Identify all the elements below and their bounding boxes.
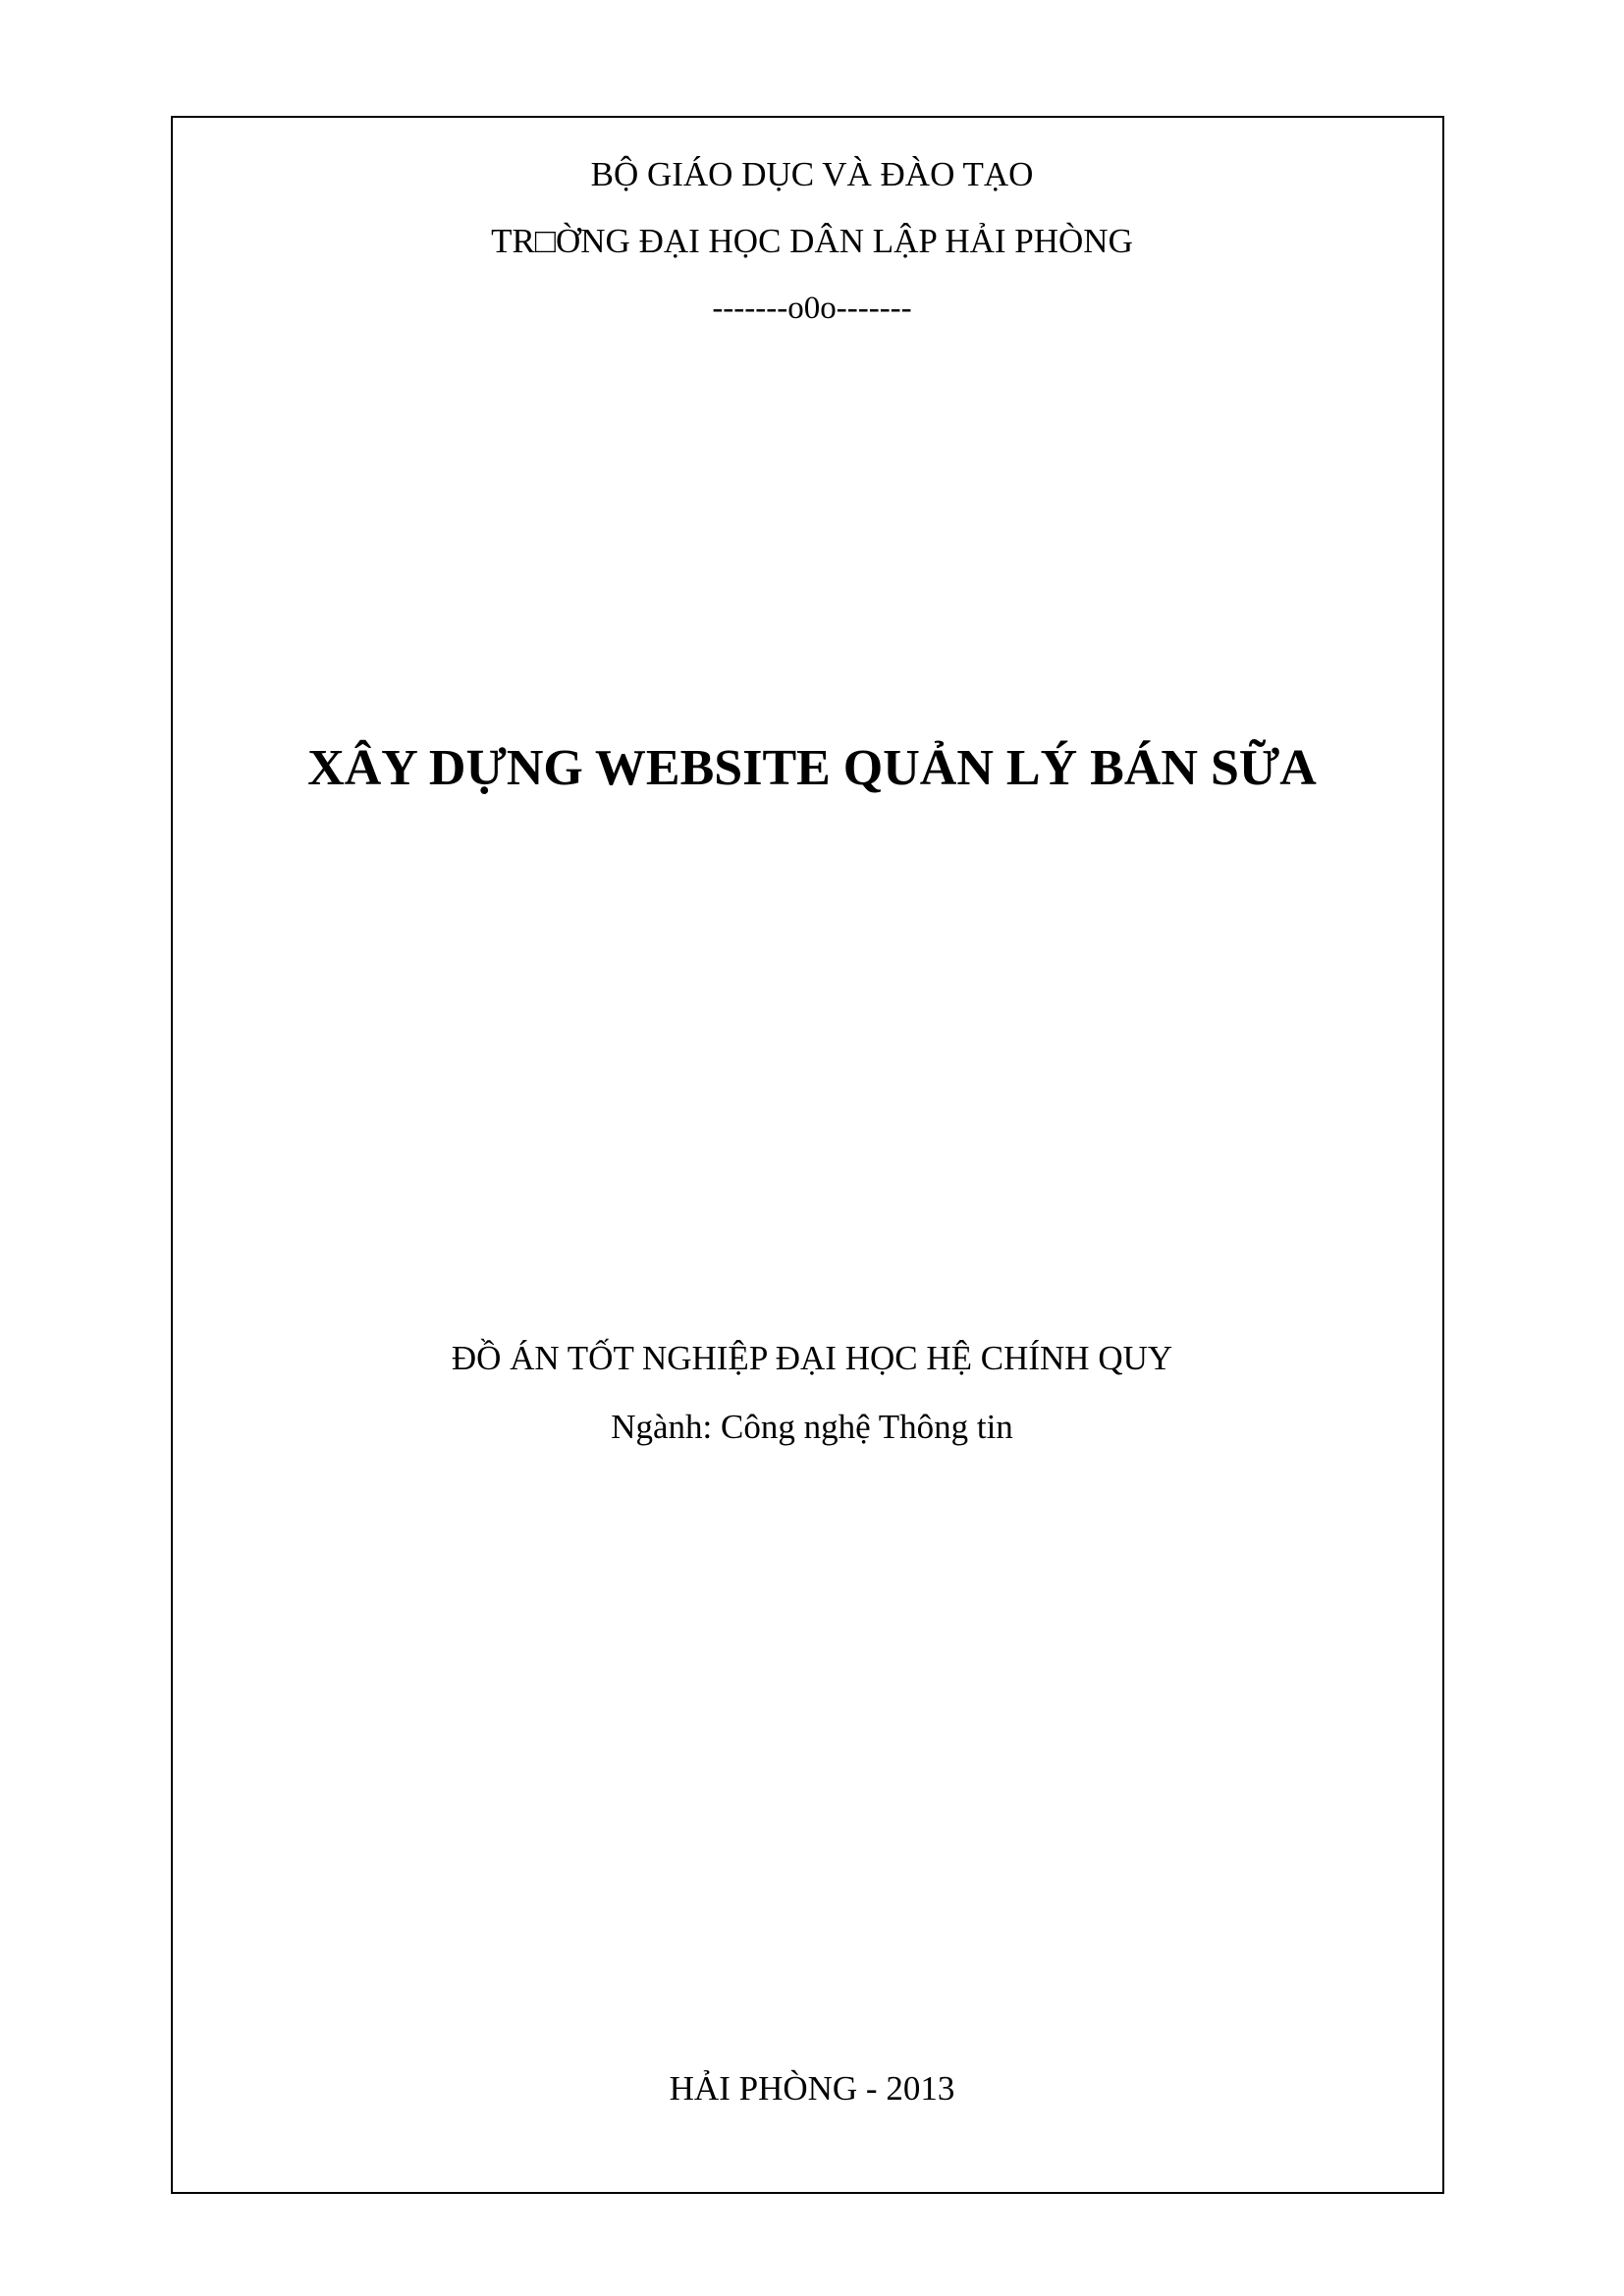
degree-type: ĐỒ ÁN TỐT NGHIỆP ĐẠI HỌC HỆ CHÍNH QUY: [451, 1339, 1173, 1377]
page-border: [171, 116, 1444, 2194]
major-field: Ngành: Công nghệ Thông tin: [611, 1408, 1013, 1446]
thesis-title: XÂY DỰNG WEBSITE QUẢN LÝ BÁN SỮA: [307, 740, 1317, 796]
school-name: TR□ỜNG ĐẠI HỌC DÂN LẬP HẢI PHÒNG: [491, 222, 1133, 260]
ministry-name: BỘ GIÁO DỤC VÀ ĐÀO TẠO: [590, 155, 1034, 193]
header-divider: -------o0o-------: [712, 291, 912, 326]
place-year: HẢI PHÒNG - 2013: [669, 2069, 955, 2108]
